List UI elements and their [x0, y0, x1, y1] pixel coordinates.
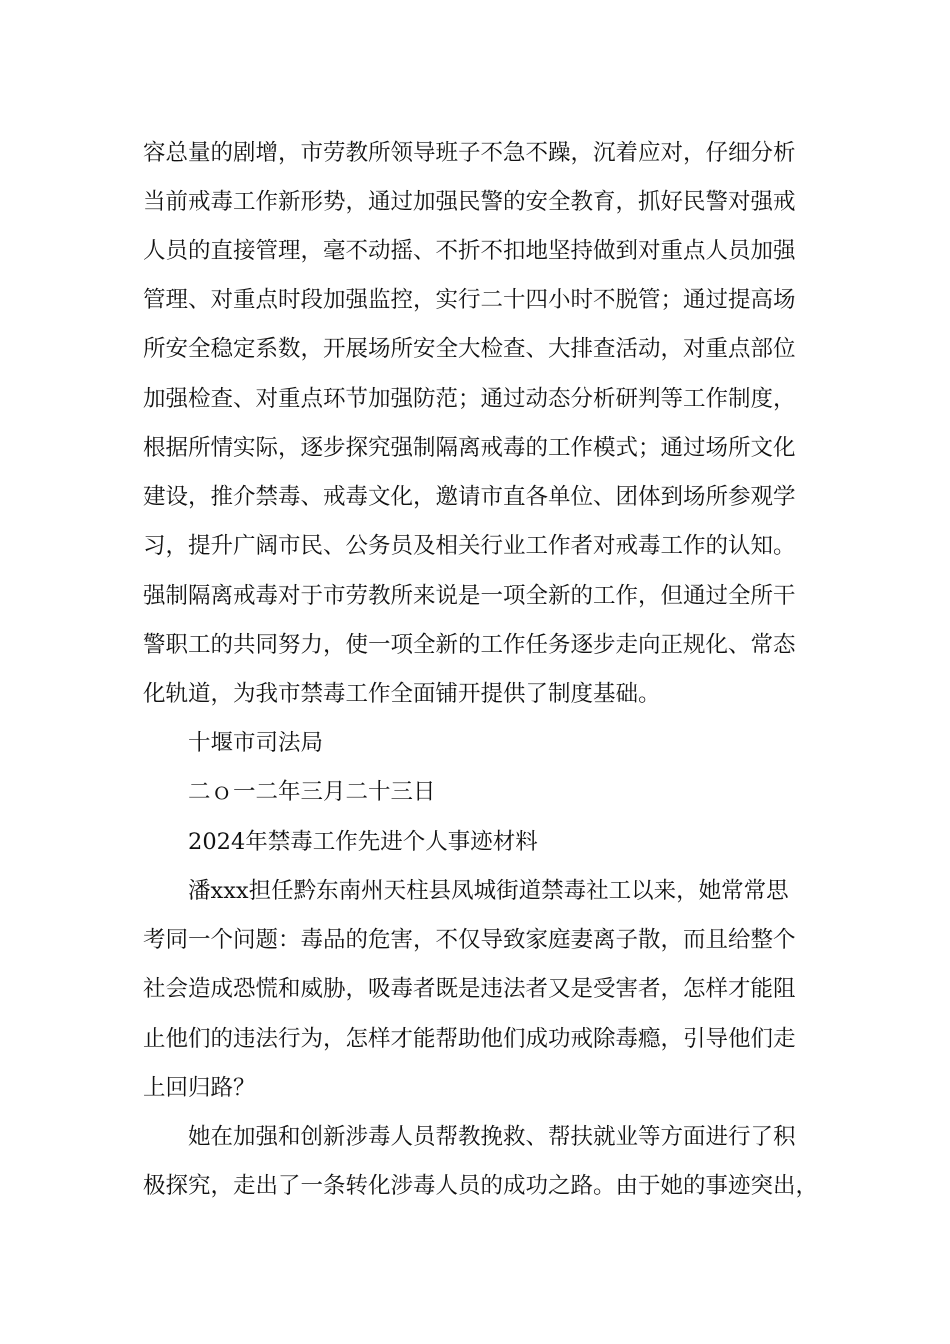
text-line: 当前戒毒工作新形势，通过加强民警的安全教育，抓好民警对强戒 [143, 189, 796, 215]
text-line: 习，提升广阔市民、公务员及相关行业工作者对戒毒工作的认知。 [143, 533, 796, 559]
text-line: 她在加强和创新涉毒人员帮教挽救、帮扶就业等方面进行了积 [188, 1124, 796, 1150]
text-line: 考同一个问题：毒品的危害，不仅导致家庭妻离子散，而且给整个 [143, 927, 796, 953]
text-line: 社会造成恐慌和威胁，吸毒者既是违法者又是受害者，怎样才能阻 [143, 976, 796, 1002]
text-line: 根据所情实际，逐步探究强制隔离戒毒的工作模式；通过场所文化 [143, 435, 796, 461]
text-line: 警职工的共同努力，使一项全新的工作任务逐步走向正规化、常态 [143, 632, 796, 658]
issue-date: 二ｏ一二年三月二十三日 [188, 779, 436, 805]
text-line: 止他们的违法行为，怎样才能帮助他们成功戒除毒瘾，引导他们走 [143, 1026, 796, 1052]
text-line: 人员的直接管理，毫不动摇、不折不扣地坚持做到对重点人员加强 [143, 238, 796, 264]
text-line: 加强检查、对重点环节加强防范；通过动态分析研判等工作制度， [143, 386, 796, 412]
text-line: 建设，推介禁毒、戒毒文化，邀请市直各单位、团体到场所参观学 [143, 484, 796, 510]
text-line: 强制隔离戒毒对于市劳教所来说是一项全新的工作，但通过全所干 [143, 583, 796, 609]
text-line: 容总量的剧增，市劳教所领导班子不急不躁，沉着应对，仔细分析 [143, 140, 796, 166]
section-title: 2024年禁毒工作先进个人事迹材料 [188, 829, 538, 855]
issuer-name: 十堰市司法局 [188, 730, 324, 756]
text-line: 化轨道，为我市禁毒工作全面铺开提供了制度基础。 [143, 681, 661, 707]
text-line: 所安全稳定系数，开展场所安全大检查、大排查活动，对重点部位 [143, 336, 796, 362]
text-line: 极探究，走出了一条转化涉毒人员的成功之路。由于她的事迹突出， [143, 1173, 819, 1199]
text-line: 上回归路？ [143, 1075, 256, 1101]
text-line: 潘xxx担任黔东南州天柱县凤城街道禁毒社工以来，她常常思 [188, 878, 789, 904]
text-line: 管理、对重点时段加强监控，实行二十四小时不脱管；通过提高场 [143, 287, 796, 313]
